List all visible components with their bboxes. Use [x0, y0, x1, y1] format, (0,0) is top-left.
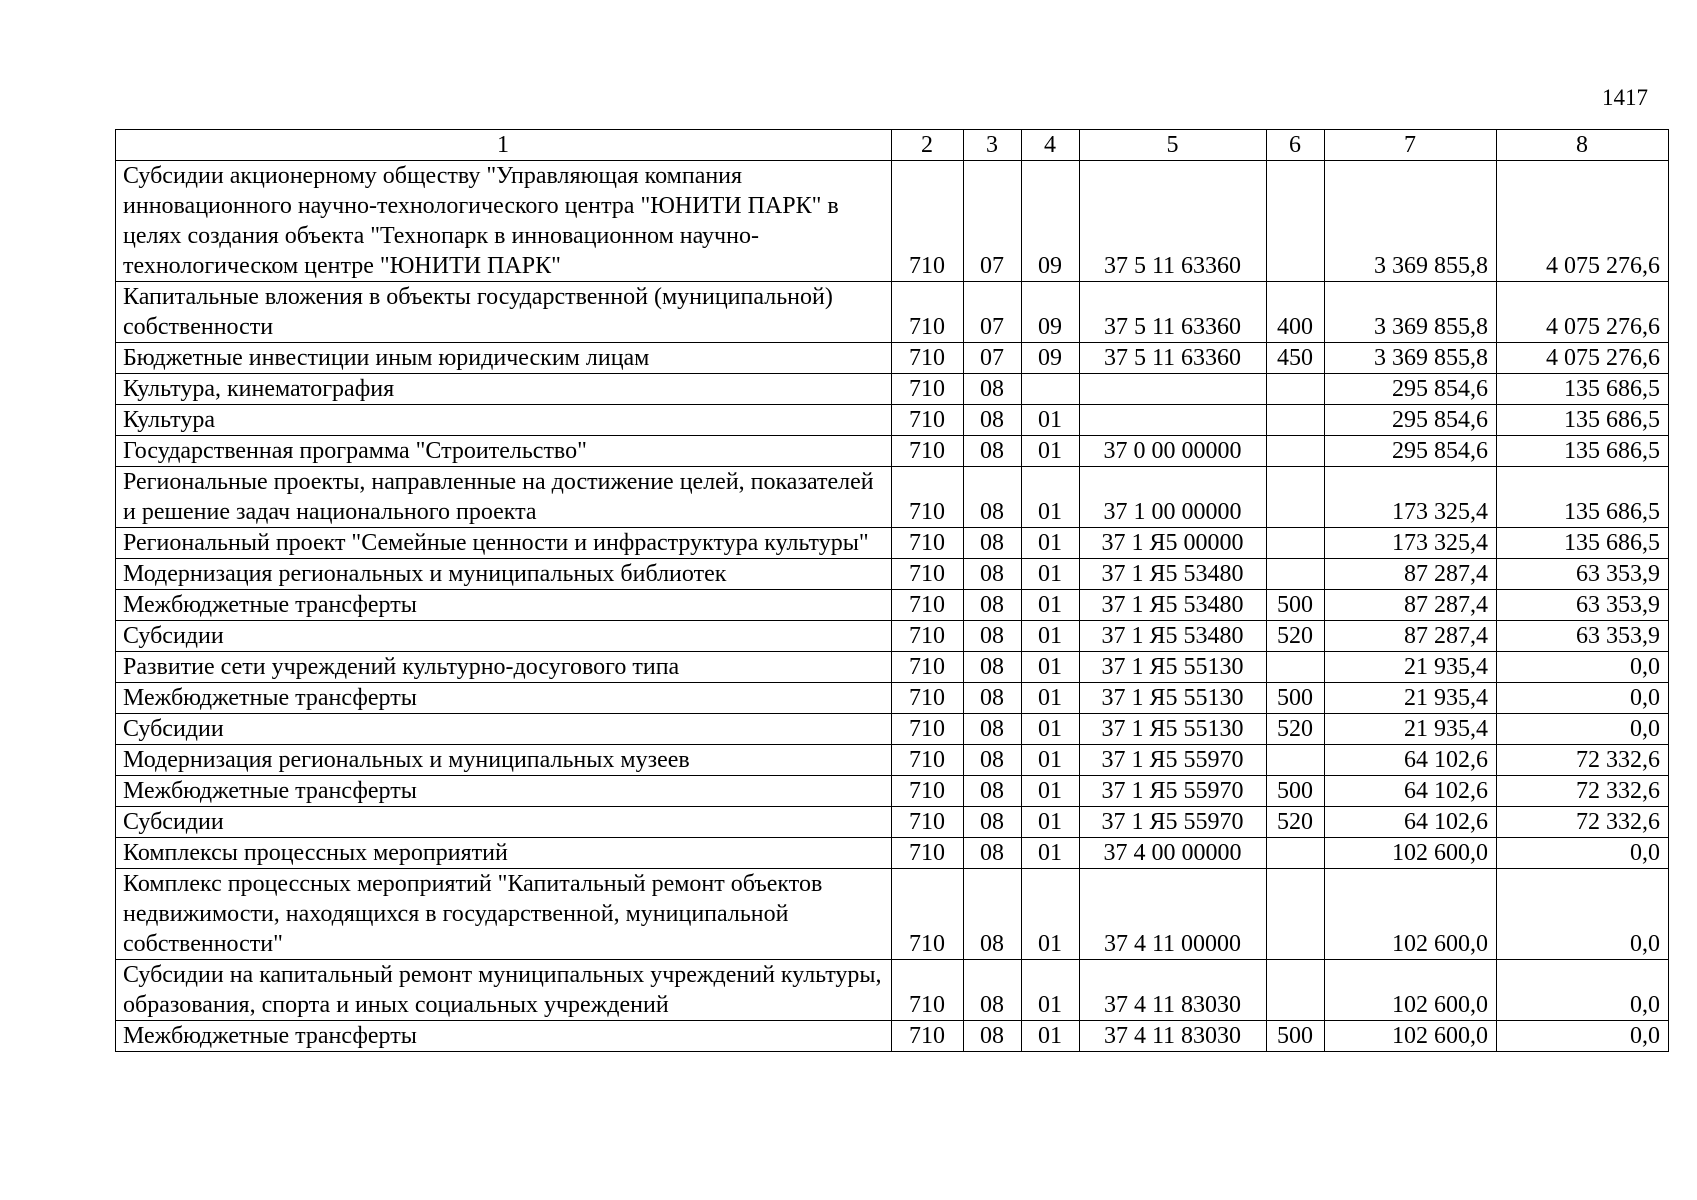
row-code-5-cell: 37 1 Я5 00000 — [1080, 528, 1267, 559]
row-amount-8-cell: 72 332,6 — [1497, 745, 1669, 776]
row-amount-7-cell: 21 935,4 — [1325, 683, 1497, 714]
row-code-5-cell: 37 1 Я5 55970 — [1080, 807, 1267, 838]
row-code-2-cell: 710 — [892, 161, 964, 282]
row-code-5-cell: 37 0 00 00000 — [1080, 436, 1267, 467]
row-code-3-cell: 08 — [964, 374, 1022, 405]
row-code-3-cell: 07 — [964, 161, 1022, 282]
row-name-cell: Бюджетные инвестиции иным юридическим лицам — [116, 343, 892, 374]
row-amount-7-cell: 102 600,0 — [1325, 960, 1497, 1021]
row-code-5-cell: 37 1 Я5 55130 — [1080, 714, 1267, 745]
row-code-3-cell: 08 — [964, 960, 1022, 1021]
table-row — [116, 528, 1669, 559]
row-code-6-cell: 520 — [1267, 714, 1325, 745]
row-code-3-cell: 08 — [964, 776, 1022, 807]
row-amount-8-cell: 4 075 276,6 — [1497, 343, 1669, 374]
table-row — [116, 436, 1669, 467]
row-name-cell: Региональные проекты, направленные на достижение целей, показателей и решение задач национального проекта — [116, 467, 892, 528]
row-code-3-cell: 08 — [964, 467, 1022, 528]
row-code-6-cell — [1267, 467, 1325, 528]
row-code-2-cell: 710 — [892, 776, 964, 807]
row-code-2-cell: 710 — [892, 282, 964, 343]
row-code-3-cell: 08 — [964, 528, 1022, 559]
column-header: 7 — [1325, 130, 1497, 161]
row-amount-7-cell: 295 854,6 — [1325, 436, 1497, 467]
row-amount-7-cell: 87 287,4 — [1325, 621, 1497, 652]
row-name-cell: Субсидии на капитальный ремонт муниципальных учреждений культуры, образования, спорта и иных социальных учреждений — [116, 960, 892, 1021]
column-header: 4 — [1022, 130, 1080, 161]
table-row — [116, 714, 1669, 745]
row-code-6-cell — [1267, 374, 1325, 405]
row-code-5-cell: 37 5 11 63360 — [1080, 343, 1267, 374]
row-code-4-cell: 01 — [1022, 683, 1080, 714]
row-code-2-cell: 710 — [892, 683, 964, 714]
row-code-3-cell: 08 — [964, 1021, 1022, 1052]
row-code-5-cell — [1080, 374, 1267, 405]
row-amount-7-cell: 173 325,4 — [1325, 467, 1497, 528]
row-name-cell: Межбюджетные трансферты — [116, 590, 892, 621]
row-code-5-cell: 37 4 11 83030 — [1080, 1021, 1267, 1052]
row-name-cell: Межбюджетные трансферты — [116, 776, 892, 807]
row-amount-7-cell: 64 102,6 — [1325, 776, 1497, 807]
row-code-2-cell: 710 — [892, 869, 964, 960]
row-code-2-cell: 710 — [892, 621, 964, 652]
row-code-5-cell: 37 1 Я5 53480 — [1080, 590, 1267, 621]
row-code-6-cell: 400 — [1267, 282, 1325, 343]
column-header: 1 — [116, 130, 892, 161]
row-code-5-cell: 37 5 11 63360 — [1080, 282, 1267, 343]
row-name-cell: Субсидии — [116, 621, 892, 652]
row-code-6-cell: 500 — [1267, 1021, 1325, 1052]
table-body — [116, 161, 1669, 1052]
table-row — [116, 559, 1669, 590]
row-code-5-cell: 37 1 Я5 55970 — [1080, 776, 1267, 807]
row-amount-8-cell: 4 075 276,6 — [1497, 282, 1669, 343]
row-amount-8-cell: 63 353,9 — [1497, 621, 1669, 652]
row-code-4-cell: 01 — [1022, 652, 1080, 683]
table-row — [116, 869, 1669, 960]
row-amount-7-cell: 3 369 855,8 — [1325, 282, 1497, 343]
row-code-6-cell — [1267, 960, 1325, 1021]
table-row — [116, 807, 1669, 838]
table-row — [116, 282, 1669, 343]
row-code-4-cell: 01 — [1022, 559, 1080, 590]
row-name-cell: Межбюджетные трансферты — [116, 1021, 892, 1052]
row-code-6-cell: 520 — [1267, 807, 1325, 838]
page-number: 1417 — [1602, 85, 1648, 110]
row-code-3-cell: 08 — [964, 559, 1022, 590]
row-code-6-cell — [1267, 436, 1325, 467]
row-code-5-cell: 37 4 00 00000 — [1080, 838, 1267, 869]
row-amount-7-cell: 64 102,6 — [1325, 745, 1497, 776]
row-code-4-cell: 09 — [1022, 161, 1080, 282]
column-header: 2 — [892, 130, 964, 161]
row-amount-7-cell: 87 287,4 — [1325, 590, 1497, 621]
row-amount-8-cell: 0,0 — [1497, 683, 1669, 714]
row-code-3-cell: 08 — [964, 436, 1022, 467]
row-amount-8-cell: 135 686,5 — [1497, 405, 1669, 436]
row-code-2-cell: 710 — [892, 405, 964, 436]
table-row — [116, 745, 1669, 776]
row-code-2-cell: 710 — [892, 436, 964, 467]
row-code-2-cell: 710 — [892, 745, 964, 776]
row-code-3-cell: 08 — [964, 869, 1022, 960]
row-code-2-cell: 710 — [892, 467, 964, 528]
row-amount-8-cell: 72 332,6 — [1497, 776, 1669, 807]
row-code-4-cell: 01 — [1022, 838, 1080, 869]
column-header: 8 — [1497, 130, 1669, 161]
table-header-row — [116, 130, 1669, 161]
row-name-cell: Комплекс процессных мероприятий "Капитальный ремонт объектов недвижимости, находящихся в государственной, муниципальной собственности" — [116, 869, 892, 960]
row-code-3-cell: 08 — [964, 405, 1022, 436]
row-code-3-cell: 08 — [964, 807, 1022, 838]
row-code-4-cell: 01 — [1022, 960, 1080, 1021]
column-header: 6 — [1267, 130, 1325, 161]
row-code-6-cell — [1267, 161, 1325, 282]
row-code-4-cell: 01 — [1022, 436, 1080, 467]
budget-table — [115, 129, 1669, 1052]
row-code-4-cell: 01 — [1022, 869, 1080, 960]
row-code-4-cell: 01 — [1022, 528, 1080, 559]
row-code-2-cell: 710 — [892, 838, 964, 869]
row-name-cell: Субсидии — [116, 807, 892, 838]
row-code-3-cell: 08 — [964, 745, 1022, 776]
row-name-cell: Культура, кинематография — [116, 374, 892, 405]
row-amount-8-cell: 0,0 — [1497, 838, 1669, 869]
row-code-3-cell: 07 — [964, 282, 1022, 343]
table-row — [116, 590, 1669, 621]
row-code-2-cell: 710 — [892, 652, 964, 683]
row-amount-8-cell: 135 686,5 — [1497, 436, 1669, 467]
row-amount-8-cell: 0,0 — [1497, 652, 1669, 683]
row-code-5-cell — [1080, 405, 1267, 436]
row-code-3-cell: 08 — [964, 590, 1022, 621]
row-name-cell: Капитальные вложения в объекты государственной (муниципальной) собственности — [116, 282, 892, 343]
table-row — [116, 161, 1669, 282]
row-name-cell: Межбюджетные трансферты — [116, 683, 892, 714]
row-code-6-cell: 500 — [1267, 590, 1325, 621]
row-amount-7-cell: 3 369 855,8 — [1325, 161, 1497, 282]
row-code-4-cell: 01 — [1022, 745, 1080, 776]
row-amount-8-cell: 0,0 — [1497, 714, 1669, 745]
row-code-4-cell: 01 — [1022, 621, 1080, 652]
table-row — [116, 683, 1669, 714]
row-amount-8-cell: 135 686,5 — [1497, 467, 1669, 528]
row-code-4-cell: 09 — [1022, 343, 1080, 374]
row-code-2-cell: 710 — [892, 960, 964, 1021]
row-name-cell: Развитие сети учреждений культурно-досугового типа — [116, 652, 892, 683]
row-amount-7-cell: 3 369 855,8 — [1325, 343, 1497, 374]
row-amount-7-cell: 102 600,0 — [1325, 869, 1497, 960]
row-code-3-cell: 08 — [964, 621, 1022, 652]
row-amount-8-cell: 0,0 — [1497, 1021, 1669, 1052]
row-code-3-cell: 07 — [964, 343, 1022, 374]
row-amount-8-cell: 72 332,6 — [1497, 807, 1669, 838]
row-code-6-cell — [1267, 745, 1325, 776]
row-code-4-cell: 01 — [1022, 467, 1080, 528]
table-row — [116, 343, 1669, 374]
row-name-cell: Региональный проект "Семейные ценности и инфраструктура культуры" — [116, 528, 892, 559]
row-code-4-cell: 01 — [1022, 590, 1080, 621]
row-code-2-cell: 710 — [892, 343, 964, 374]
row-code-6-cell — [1267, 528, 1325, 559]
table-row — [116, 405, 1669, 436]
row-code-5-cell: 37 5 11 63360 — [1080, 161, 1267, 282]
column-header: 5 — [1080, 130, 1267, 161]
row-code-2-cell: 710 — [892, 374, 964, 405]
row-amount-8-cell: 63 353,9 — [1497, 559, 1669, 590]
row-code-5-cell: 37 1 00 00000 — [1080, 467, 1267, 528]
column-header: 3 — [964, 130, 1022, 161]
row-code-6-cell: 520 — [1267, 621, 1325, 652]
row-code-3-cell: 08 — [964, 652, 1022, 683]
row-code-5-cell: 37 1 Я5 55130 — [1080, 652, 1267, 683]
table-row — [116, 652, 1669, 683]
row-name-cell: Субсидии — [116, 714, 892, 745]
row-code-5-cell: 37 4 11 00000 — [1080, 869, 1267, 960]
row-code-2-cell: 710 — [892, 559, 964, 590]
row-code-4-cell: 01 — [1022, 776, 1080, 807]
row-name-cell: Государственная программа "Строительство" — [116, 436, 892, 467]
row-code-4-cell: 01 — [1022, 714, 1080, 745]
row-code-2-cell: 710 — [892, 1021, 964, 1052]
table-row — [116, 621, 1669, 652]
row-code-2-cell: 710 — [892, 528, 964, 559]
row-code-5-cell: 37 1 Я5 55130 — [1080, 683, 1267, 714]
row-code-3-cell: 08 — [964, 838, 1022, 869]
row-amount-7-cell: 173 325,4 — [1325, 528, 1497, 559]
row-code-3-cell: 08 — [964, 714, 1022, 745]
row-amount-8-cell: 0,0 — [1497, 869, 1669, 960]
row-name-cell: Культура — [116, 405, 892, 436]
row-code-4-cell: 01 — [1022, 807, 1080, 838]
row-amount-7-cell: 21 935,4 — [1325, 652, 1497, 683]
table-row — [116, 374, 1669, 405]
row-code-6-cell — [1267, 652, 1325, 683]
row-amount-8-cell: 4 075 276,6 — [1497, 161, 1669, 282]
row-amount-7-cell: 21 935,4 — [1325, 714, 1497, 745]
row-code-6-cell — [1267, 869, 1325, 960]
row-code-4-cell: 09 — [1022, 282, 1080, 343]
row-code-2-cell: 710 — [892, 590, 964, 621]
row-amount-7-cell: 87 287,4 — [1325, 559, 1497, 590]
row-name-cell: Комплексы процессных мероприятий — [116, 838, 892, 869]
row-amount-8-cell: 135 686,5 — [1497, 528, 1669, 559]
row-code-2-cell: 710 — [892, 714, 964, 745]
row-code-3-cell: 08 — [964, 683, 1022, 714]
row-code-2-cell: 710 — [892, 807, 964, 838]
row-name-cell: Субсидии акционерному обществу "Управляющая компания инновационного научно-технологического центра "ЮНИТИ ПАРК" в целях создания объекта "Технопарк в инновационном научно-технологическом центре "ЮНИТИ ПАРК" — [116, 161, 892, 282]
row-code-6-cell — [1267, 405, 1325, 436]
row-amount-7-cell: 102 600,0 — [1325, 838, 1497, 869]
row-code-4-cell: 01 — [1022, 405, 1080, 436]
table-row — [116, 776, 1669, 807]
row-amount-7-cell: 295 854,6 — [1325, 374, 1497, 405]
row-code-4-cell: 01 — [1022, 1021, 1080, 1052]
row-code-4-cell — [1022, 374, 1080, 405]
row-code-5-cell: 37 4 11 83030 — [1080, 960, 1267, 1021]
row-code-6-cell: 500 — [1267, 776, 1325, 807]
row-amount-7-cell: 295 854,6 — [1325, 405, 1497, 436]
row-code-5-cell: 37 1 Я5 53480 — [1080, 621, 1267, 652]
row-name-cell: Модернизация региональных и муниципальных библиотек — [116, 559, 892, 590]
table-row — [116, 1021, 1669, 1052]
table-row — [116, 960, 1669, 1021]
row-code-5-cell: 37 1 Я5 55970 — [1080, 745, 1267, 776]
row-amount-7-cell: 102 600,0 — [1325, 1021, 1497, 1052]
row-code-6-cell: 450 — [1267, 343, 1325, 374]
row-code-5-cell: 37 1 Я5 53480 — [1080, 559, 1267, 590]
row-amount-7-cell: 64 102,6 — [1325, 807, 1497, 838]
row-code-6-cell — [1267, 838, 1325, 869]
row-code-6-cell — [1267, 559, 1325, 590]
table-row — [116, 838, 1669, 869]
row-amount-8-cell: 135 686,5 — [1497, 374, 1669, 405]
row-code-6-cell: 500 — [1267, 683, 1325, 714]
row-amount-8-cell: 0,0 — [1497, 960, 1669, 1021]
table-row — [116, 467, 1669, 528]
row-name-cell: Модернизация региональных и муниципальных музеев — [116, 745, 892, 776]
row-amount-8-cell: 63 353,9 — [1497, 590, 1669, 621]
